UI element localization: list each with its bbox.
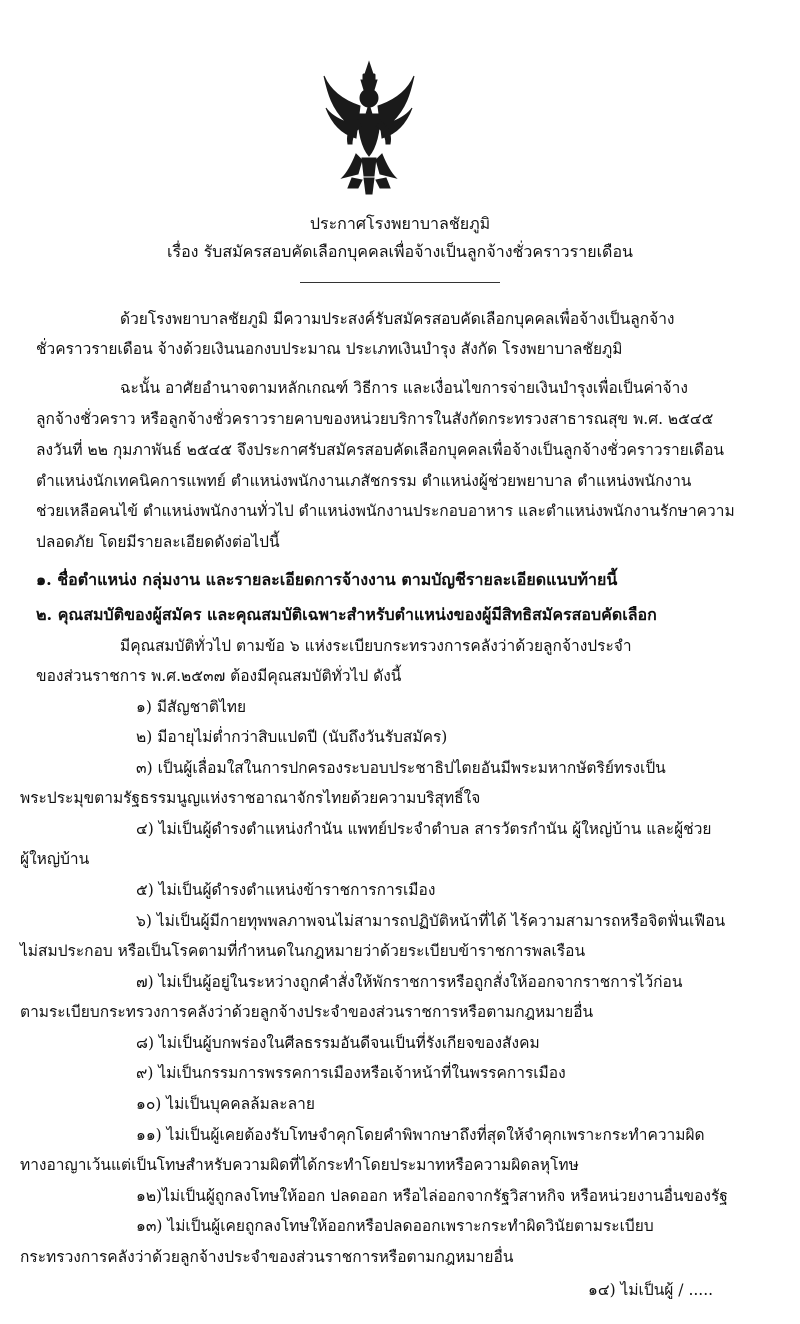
continuation-note: ๑๔) ไม่เป็นผู้ / ..... bbox=[588, 1281, 714, 1299]
qualification-item-4-line-1: ๔) ไม่เป็นผู้ดำรงตำแหน่งกำนัน แพทย์ประจำตำบล สารวัตรกำนัน ผู้ใหญ่บ้าน และผู้ช่วย bbox=[136, 820, 712, 838]
intro-p2-line-4: ตำแหน่งนักเทคนิคการแพทย์ ตำแหน่งพนักงานเภสัชกรรม ตำแหน่งผู้ช่วยพยาบาล ตำแหน่งพนักงาน bbox=[36, 472, 692, 490]
qualification-item-5: ๕) ไม่เป็นผู้ดำรงตำแหน่งข้าราชการการเมือง bbox=[136, 881, 436, 899]
intro-p2-line-3: ลงวันที่ ๒๒ กุมภาพันธ์ ๒๕๔๕ จึงประกาศรับสมัครสอบคัดเลือกบุคคลเพื่อจ้างเป็นลูกจ้างชั่วคราวรายเดือน bbox=[36, 441, 724, 459]
garuda-emblem-icon bbox=[322, 60, 416, 196]
qualification-item-13-line-1: ๑๓) ไม่เป็นผู้เคยถูกลงโทษให้ออกหรือปลดออกเพราะกระทำผิดวินัยตามระเบียบ bbox=[136, 1217, 654, 1235]
intro-p1-line-1: ด้วยโรงพยาบาลชัยภูมิ มีความประสงค์รับสมัครสอบคัดเลือกบุคคลเพื่อจ้างเป็นลูกจ้าง bbox=[120, 310, 675, 328]
section-1-heading: ๑. ชื่อตำแหน่ง กลุ่มงาน และรายละเอียดการจ้างงาน ตามบัญชีรายละเอียดแนบท้ายนี้ bbox=[36, 570, 618, 589]
qualification-item-12: ๑๒)ไม่เป็นผู้ถูกลงโทษให้ออก ปลดออก หรือไล่ออกจากรัฐวิสาหกิจ หรือหน่วยงานอื่นของรัฐ bbox=[136, 1187, 728, 1205]
announcement-title: ประกาศโรงพยาบาลชัยภูมิ bbox=[309, 214, 491, 233]
qualification-item-1: ๑) มีสัญชาติไทย bbox=[136, 698, 247, 716]
intro-p2-line-1: ฉะนั้น อาศัยอำนาจตามหลักเกณฑ์ วิธีการ และเงื่อนไขการจ่ายเงินบำรุงเพื่อเป็นค่าจ้าง bbox=[120, 379, 688, 397]
section-2-intro-line-1: มีคุณสมบัติทั่วไป ตามข้อ ๖ แห่งระเบียบกระทรวงการคลังว่าด้วยลูกจ้างประจำ bbox=[120, 637, 632, 655]
intro-p2-line-2: ลูกจ้างชั่วคราว หรือลูกจ้างชั่วคราวรายคาบของหน่วยบริการในสังกัดกระทรวงสาธารณสุข พ.ศ. ๒๕๔๕ bbox=[36, 410, 714, 428]
announcement-subject: เรื่อง รับสมัครสอบคัดเลือกบุคคลเพื่อจ้างเป็นลูกจ้างชั่วคราวรายเดือน bbox=[167, 242, 633, 261]
intro-p2-line-6: ปลอดภัย โดยมีรายละเอียดดังต่อไปนี้ bbox=[36, 533, 280, 551]
qualification-item-3-line-2: พระประมุขตามรัฐธรรมนูญแห่งราชอาณาจักรไทยด้วยความบริสุทธิ์ใจ bbox=[20, 789, 481, 807]
qualification-item-4-line-2: ผู้ใหญ่บ้าน bbox=[20, 850, 90, 868]
qualification-item-6-line-1: ๖) ไม่เป็นผู้มีกายทุพพลภาพจนไม่สามารถปฏิบัติหน้าที่ได้ ไร้ความสามารถหรือจิตฟั่นเฟือน bbox=[136, 912, 726, 930]
qualification-item-7-line-2: ตามระเบียบกระทรวงการคลังว่าด้วยลูกจ้างประจำของส่วนราชการหรือตามกฎหมายอื่น bbox=[20, 1003, 594, 1021]
qualification-item-3-line-1: ๓) เป็นผู้เลื่อมใสในการปกครองระบอบประชาธิปไตยอันมีพระมหากษัตริย์ทรงเป็น bbox=[136, 759, 666, 777]
header-divider bbox=[300, 282, 500, 283]
qualification-item-11-line-1: ๑๑) ไม่เป็นผู้เคยต้องรับโทษจำคุกโดยคำพิพากษาถึงที่สุดให้จำคุกเพราะกระทำความผิด bbox=[136, 1126, 705, 1144]
qualification-item-13-line-2: กระทรวงการคลังว่าด้วยลูกจ้างประจำของส่วนราชการหรือตามกฎหมายอื่น bbox=[20, 1248, 514, 1266]
qualification-item-2: ๒) มีอายุไม่ต่ำกว่าสิบแปดปี (นับถึงวันรับสมัคร) bbox=[136, 728, 448, 746]
section-2-intro-line-2: ของส่วนราชการ พ.ศ.๒๕๓๗ ต้องมีคุณสมบัติทั่วไป ดังนี้ bbox=[36, 667, 402, 685]
section-2-heading: ๒. คุณสมบัติของผู้สมัคร และคุณสมบัติเฉพาะสำหรับตำแหน่งของผู้มีสิทธิสมัครสอบคัดเลือก bbox=[36, 605, 657, 624]
qualification-item-9: ๙) ไม่เป็นกรรมการพรรคการเมืองหรือเจ้าหน้าที่ในพรรคการเมือง bbox=[136, 1064, 566, 1082]
intro-p2-line-5: ช่วยเหลือคนไข้ ตำแหน่งพนักงานทั่วไป ตำแหน่งพนักงานประกอบอาหาร และตำแหน่งพนักงานรักษาความ bbox=[36, 502, 735, 520]
qualification-item-8: ๘) ไม่เป็นผู้บกพร่องในศีลธรรมอันดีจนเป็นที่รังเกียจของสังคม bbox=[136, 1034, 540, 1052]
qualification-item-11-line-2: ทางอาญาเว้นแต่เป็นโทษสำหรับความผิดที่ได้กระทำโดยประมาทหรือความผิดลหุโทษ bbox=[20, 1156, 579, 1174]
qualification-item-10: ๑๐) ไม่เป็นบุคคลล้มละลาย bbox=[136, 1095, 315, 1113]
qualification-item-6-line-2: ไม่สมประกอบ หรือเป็นโรคตามที่กำหนดในกฎหมายว่าด้วยระเบียบข้าราชการพลเรือน bbox=[20, 942, 586, 960]
intro-p1-line-2: ชั่วคราวรายเดือน จ้างด้วยเงินนอกงบประมาณ ประเภทเงินบำรุง สังกัด โรงพยาบาลชัยภูมิ bbox=[36, 340, 623, 358]
qualification-item-7-line-1: ๗) ไม่เป็นผู้อยู่ในระหว่างถูกคำสั่งให้พักราชการหรือถูกสั่งให้ออกจากราชการไว้ก่อน bbox=[136, 973, 683, 991]
